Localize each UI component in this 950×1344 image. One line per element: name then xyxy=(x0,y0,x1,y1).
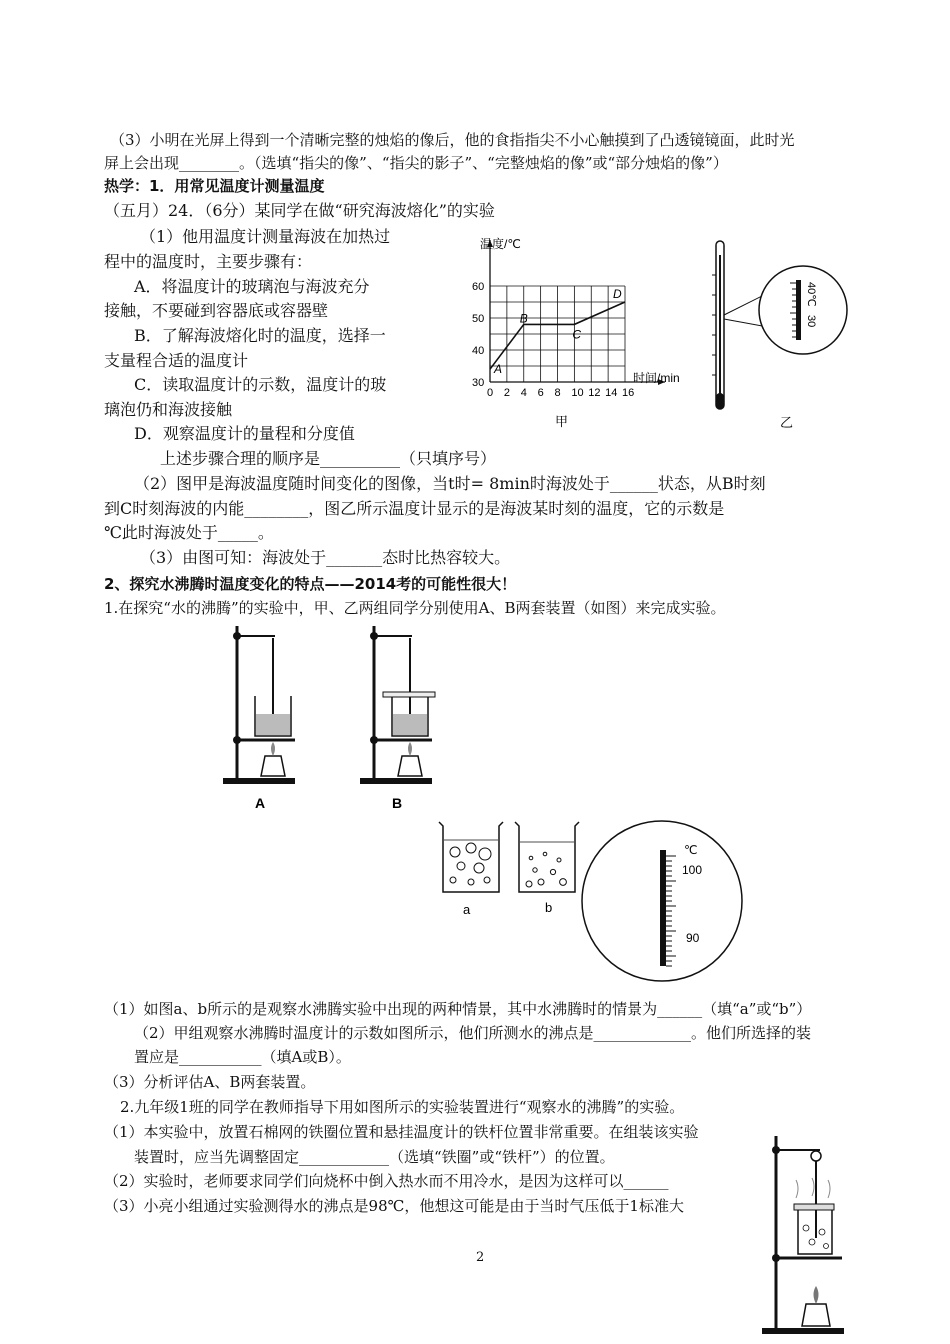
beaker-lid xyxy=(383,692,435,697)
question-title: （五月）24．（6分）某同学在做“研究海波熔化”的实验 xyxy=(104,201,495,220)
x-tick-label: 0 xyxy=(487,387,494,399)
option-c: C．读取温度计的示数，温度计的玻 xyxy=(134,375,387,394)
point-label: A xyxy=(494,362,503,377)
x-tick-label: 14 xyxy=(605,387,618,399)
text-line: ℃此时海波处于_____。 xyxy=(104,523,274,542)
page-number: 2 xyxy=(476,1250,485,1265)
beaker-b-label: b xyxy=(545,900,553,915)
thermometer-bulb xyxy=(716,393,724,409)
text-line: 接触，不要碰到容器底或容器壁 xyxy=(104,301,329,320)
text-line: （3）小亮小组通过实验测得水的沸点是98℃，他想这可能是由于当时气压低于1标准大 xyxy=(104,1197,684,1215)
dial-90-label: 90 xyxy=(686,931,700,945)
text-line: 程中的温度时，主要步骤有： xyxy=(104,252,313,271)
point-label: B xyxy=(519,311,528,326)
alcohol-lamp xyxy=(398,756,422,776)
text-line: 璃泡仍和海波接触 xyxy=(104,400,233,419)
text-line: （1）他用温度计测量海波在加热过 xyxy=(140,227,391,246)
setup-a-label: A xyxy=(255,795,266,811)
text-line: （3）小明在光屏上得到一个清晰完整的烛焰的像后，他的食指指尖不小心触摸到了凸透镜镜面，此时光 xyxy=(110,131,795,149)
text-line: （2）实验时，老师要求同学们向烧杯中倒入热水而不用冷水，是因为这样可以______ xyxy=(104,1172,669,1190)
mercury-column xyxy=(660,850,666,966)
beaker-lid xyxy=(794,1204,834,1210)
alcohol-lamp xyxy=(261,756,285,776)
beakers-figure xyxy=(435,818,580,920)
apparatus-figure xyxy=(215,618,455,816)
option-a: A．将温度计的玻璃泡与海波充分 xyxy=(134,277,370,296)
setup-a xyxy=(223,626,295,811)
y-tick-label: 50 xyxy=(472,313,485,325)
beaker-b xyxy=(515,822,579,915)
mercury-column xyxy=(796,280,801,340)
text-line: 1.在探究“水的沸腾”的实验中，甲、乙两组同学分别使用A、B两套装置（如图）来完成实验。 xyxy=(104,599,726,617)
text-line: 置应是___________（填A或B）。 xyxy=(134,1048,351,1066)
beaker-a-label: a xyxy=(463,902,471,917)
text-line: 装置时，应当先调整固定____________（选填“铁圈”或“铁杆”）的位置。 xyxy=(134,1148,615,1166)
text-line: （2）甲组观察水沸腾时温度计的示数如图所示，他们所测水的沸点是_____________。他们所选择的装 xyxy=(134,1024,812,1042)
point-label: D xyxy=(613,287,622,301)
temperature-time-chart xyxy=(455,232,705,432)
text-line: 上述步骤合理的顺序是__________（只填序号） xyxy=(160,449,497,468)
option-b: B．了解海波熔化时的温度，选择一 xyxy=(134,326,386,345)
text-line: 2.九年级1班的同学在教师指导下用如图所示的实验装置进行“观察水的沸腾”的实验。 xyxy=(120,1098,685,1116)
text-line: （1）本实验中，放置石棉网的铁圈位置和悬挂温度计的铁杆位置非常重要。在组装该实验 xyxy=(104,1123,699,1141)
point-label: C xyxy=(572,327,582,342)
text-line: （1）如图a、b所示的是观察水沸腾实验中出现的两种情景，其中水沸腾时的情景为______（填“a”或“b”） xyxy=(104,1000,812,1018)
x-tick-label: 8 xyxy=(554,387,561,399)
x-tick-label: 16 xyxy=(622,387,635,399)
text-line: 支量程合适的温度计 xyxy=(104,351,249,370)
x-tick-label: 4 xyxy=(520,387,527,399)
setup-b-label: B xyxy=(392,795,403,811)
boiling-thermometer-figure xyxy=(580,816,746,988)
x-tick-label: 10 xyxy=(571,387,584,399)
option-d: D．观察温度计的量程和分度值 xyxy=(134,424,355,443)
text-line: （3）分析评估A、B两套装置。 xyxy=(104,1073,316,1091)
text-line: （3）由图可知：海波处于_______态时比热容较大。 xyxy=(140,548,511,567)
y-tick-label: 30 xyxy=(472,377,485,389)
text-line: 到C时刻海波的内能________，图乙所示温度计显示的是海波某时刻的温度，它的示数是 xyxy=(104,499,725,518)
beaker-a xyxy=(439,822,503,917)
section-heading: 2、探究水沸腾时温度变化的特点——2014考的可能性很大！ xyxy=(104,575,517,593)
text-line: （2）图甲是海波温度随时间变化的图像，当t时= 8min时海波处于______状态，从B时刻 xyxy=(134,474,766,493)
x-tick-label: 2 xyxy=(503,387,510,399)
x-axis-label: 时间/min xyxy=(633,371,680,385)
y-tick-label: 40 xyxy=(472,345,485,357)
y-axis-label: 温度/℃ xyxy=(480,237,521,251)
thermo-30-label: 30 xyxy=(805,315,817,328)
text-line: 屏上会出现________。（选填“指尖的像”、“指尖的影子”、“完整烛焰的像”或“部分烛焰的像”） xyxy=(104,154,728,172)
x-tick-label: 12 xyxy=(588,387,601,399)
alcohol-lamp xyxy=(802,1304,830,1326)
thermo-40-label: 40℃ xyxy=(805,282,817,307)
dial-unit: ℃ xyxy=(684,843,698,857)
thermo-caption: 乙 xyxy=(780,415,794,430)
y-tick-label: 60 xyxy=(472,281,485,293)
setup-b xyxy=(360,626,435,811)
magnifier-circle xyxy=(759,266,847,354)
section-heading: 热学：1．用常见温度计测量温度 xyxy=(104,177,325,195)
x-tick-label: 6 xyxy=(537,387,544,399)
thermometer-figure xyxy=(700,235,860,435)
chart-caption: 甲 xyxy=(555,414,569,429)
boiling-stand-figure xyxy=(756,1128,848,1340)
dial-100-label: 100 xyxy=(682,863,703,877)
